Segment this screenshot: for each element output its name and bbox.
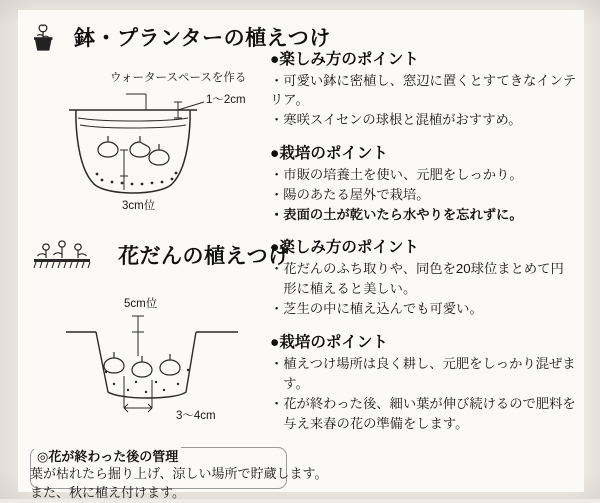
flowerbed-text-column	[270, 238, 580, 443]
document-sheet	[18, 10, 584, 500]
bed-grow-line-3: ・花が終わった後、細い葉が伸び続けるので肥料を	[270, 396, 576, 412]
bed-grow-line-4: 与え来春の花の準備をします。	[270, 416, 469, 431]
pot-grow-heading: ●栽培のポイント	[270, 145, 388, 162]
document-content	[18, 10, 584, 500]
bed-enjoy-line-2: 形に植えると美しい。	[270, 281, 417, 297]
section-heading-flowerbed	[32, 238, 290, 272]
pot-enjoy-line-2: ・寒咲スイセンの球根と混植がおすすめ。	[270, 112, 522, 128]
bed-enjoy-line-3: ・芝生の中に植え込んでも可愛い。	[270, 301, 483, 317]
pot-enjoy-heading: ●楽しみ方のポイント	[270, 51, 419, 68]
pot-grow-line-3: ・表面の土が乾いたら水やりを忘れずに。	[270, 207, 523, 223]
pot-grow-line-2: ・陽のあたる屋外で栽培。	[270, 187, 430, 203]
pot-depth-bottom-label: 3cm位	[122, 200, 156, 212]
bed-block-grow	[270, 333, 580, 434]
bed-enjoy-line-1: ・花だんのふち取りや、同色を20球位まとめて円	[270, 261, 564, 277]
pot-text-column	[270, 50, 580, 234]
bed-grow-line-2: す。	[270, 376, 309, 392]
tulip-in-pot-icon	[32, 22, 66, 52]
section-heading-pot	[32, 22, 331, 52]
bed-enjoy-heading: ●楽しみ方のポイント	[270, 239, 419, 256]
bed-grow-heading: ●栽培のポイント	[270, 334, 388, 351]
pot-block-enjoy	[270, 50, 580, 130]
aftercare-note-body	[30, 465, 360, 503]
water-space-label: ウォータースペースを作る	[110, 72, 247, 84]
bed-grow-line-1: ・植えつけ場所は良く耕し、元肥をしっかり混ぜま	[270, 356, 576, 372]
aftercare-note-line-2: また、秋に植え付けます。	[30, 484, 185, 500]
flowers-in-bed-icon	[32, 238, 110, 272]
aftercare-note-title: ◎花が終わった後の管理	[34, 446, 181, 465]
bed-block-enjoy	[270, 238, 580, 319]
pot-enjoy-line-1: ・可愛い鉢に密植し、窓辺に置くとすてきなインテリア。	[270, 73, 577, 108]
pot-grow-line-1: ・市販の培養土を使い、元肥をしっかり。	[270, 167, 523, 183]
bed-spacing-label: 3〜4cm	[176, 410, 216, 422]
pot-depth-top-label: 1〜2cm	[206, 94, 246, 106]
section-title-flowerbed: 花だんの植えつけ	[118, 245, 290, 268]
bed-depth-label: 5cm位	[124, 298, 158, 310]
pot-block-grow	[270, 144, 580, 225]
aftercare-note-line-1: 葉が枯れたら掘り上げ、涼しい場所で貯蔵します。	[30, 466, 328, 481]
section-title-pot: 鉢・プランターの植えつけ	[74, 27, 331, 50]
flowerbed-figure	[28, 296, 258, 436]
